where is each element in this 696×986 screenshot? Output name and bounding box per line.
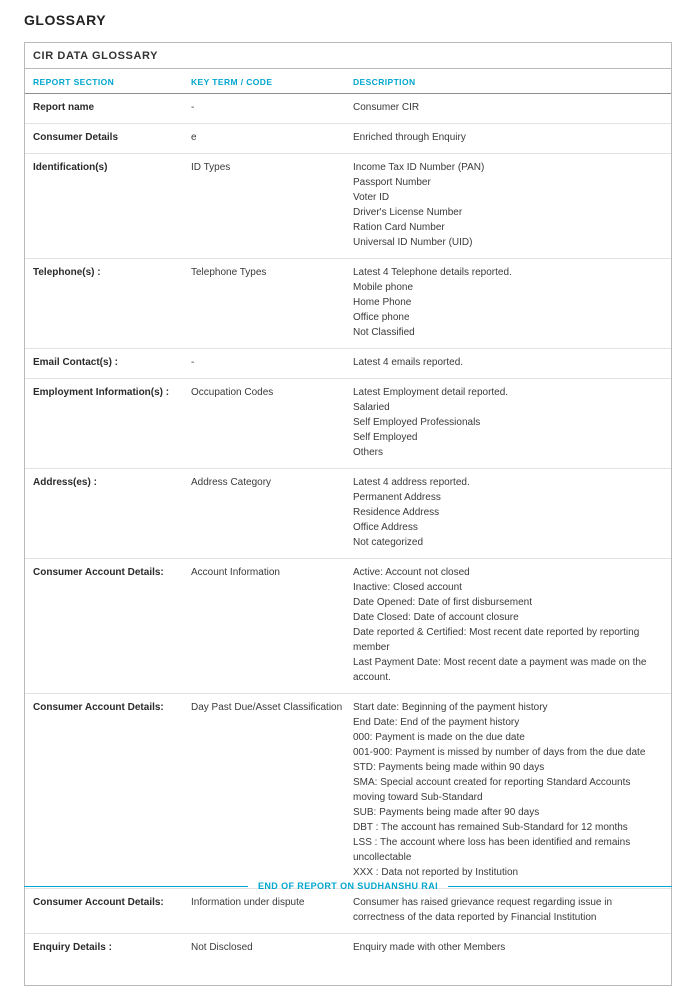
table-row [25,379,671,469]
description-line: Permanent Address [353,492,441,503]
report-section-cell: Consumer Account Details: [33,702,164,713]
description-line: Office Address [353,522,418,533]
key-term-cell: Account Information [191,567,280,578]
key-term-cell: Address Category [191,477,272,488]
description-line: Residence Address [353,507,440,518]
description-line: Passport Number [353,177,431,188]
description-line: Consumer CIR [353,102,420,113]
description-cell [353,265,663,340]
description-line: XXX : Data not reported by Institution [353,867,519,878]
description-line: SMA: Special account created for reporting Standard Accounts moving toward Sub-Standard [353,777,631,803]
description-line: Others [353,447,384,458]
table-row [25,889,671,934]
description-line: End Date: End of the payment history [353,717,520,728]
description-line: Start date: Beginning of the payment history [353,702,548,713]
table-row [25,934,671,963]
column-header-key-term: KEY TERM / CODE [191,77,273,87]
report-section-cell: Email Contact(s) : [33,357,119,368]
description-cell [353,475,663,550]
description-cell [353,130,663,145]
description-line: Ration Card Number [353,222,445,233]
description-line: Last Payment Date: Most recent date a payment was made on the account. [353,657,647,683]
report-section-cell: Address(es) : [33,477,97,488]
report-section-cell: Report name [33,102,95,113]
description-line: Voter ID [353,192,390,203]
description-line: Enquiry made with other Members [353,942,506,953]
description-cell [353,940,663,955]
description-cell [353,700,663,880]
description-line: Office phone [353,312,410,323]
report-section-cell: Consumer Account Details: [33,567,164,578]
description-line: Latest Employment detail reported. [353,387,509,398]
description-cell [353,160,663,250]
table-row [25,94,671,124]
report-section-cell: Identification(s) [33,162,108,173]
description-cell [353,385,663,460]
report-section-cell: Telephone(s) : [33,267,101,278]
table-title: CIR DATA GLOSSARY [25,43,671,69]
report-section-cell: Consumer Details [33,132,119,143]
description-line: Self Employed [353,432,418,443]
description-line: Home Phone [353,297,412,308]
table-row [25,349,671,379]
description-line: Active: Account not closed [353,567,470,578]
table-row [25,259,671,349]
table-row [25,694,671,889]
report-footer [24,881,672,891]
key-term-cell: Day Past Due/Asset Classification [191,702,343,713]
description-line: Not categorized [353,537,424,548]
description-line: Enriched through Enquiry [353,132,466,143]
description-line: Income Tax ID Number (PAN) [353,162,485,173]
description-line: Date Opened: Date of first disbursement [353,597,532,608]
description-line: STD: Payments being made within 90 days [353,762,545,773]
key-term-cell: - [191,102,195,113]
column-header-row [25,69,671,94]
report-section-cell: Employment Information(s) : [33,387,170,398]
description-line: 000: Payment is made on the due date [353,732,525,743]
glossary-table [24,42,672,986]
description-line: Inactive: Closed account [353,582,462,593]
description-line: 001-900: Payment is missed by number of days from the due date [353,747,646,758]
key-term-cell: ID Types [191,162,231,173]
description-line: Driver's License Number [353,207,463,218]
description-line: LSS : The account where loss has been identified and remains uncollectable [353,837,631,863]
description-line: SUB: Payments being made after 90 days [353,807,540,818]
description-line: Salaried [353,402,390,413]
key-term-cell: Not Disclosed [191,942,253,953]
table-row [25,559,671,694]
key-term-cell: Occupation Codes [191,387,274,398]
key-term-cell: Information under dispute [191,897,305,908]
report-section-cell: Enquiry Details : [33,942,112,953]
table-row [25,154,671,259]
footer-rule-left [24,886,248,887]
column-header-report-section: REPORT SECTION [33,77,115,87]
description-line: Consumer has raised grievance request regarding issue in correctness of the data reported by Financial Institution [353,897,613,923]
footer-text: END OF REPORT ON SUDHANSHU RAI [258,881,439,891]
description-line: Date Closed: Date of account closure [353,612,519,623]
description-line: Universal ID Number (UID) [353,237,473,248]
description-line: Self Employed Professionals [353,417,481,428]
key-term-cell: - [191,357,195,368]
description-cell [353,100,663,115]
description-line: Latest 4 address reported. [353,477,470,488]
description-line: Date reported & Certified: Most recent date reported by reporting member [353,627,640,653]
column-header-description: DESCRIPTION [353,77,416,87]
description-line: Latest 4 Telephone details reported. [353,267,512,278]
key-term-cell: e [191,132,197,143]
report-section-cell: Consumer Account Details: [33,897,164,908]
table-row [25,469,671,559]
table-body [25,94,671,985]
description-cell [353,895,663,925]
page-title: GLOSSARY [24,12,107,28]
description-line: Not Classified [353,327,415,338]
key-term-cell: Telephone Types [191,267,267,278]
description-line: Latest 4 emails reported. [353,357,464,368]
description-cell [353,565,663,685]
description-cell [353,355,663,370]
footer-rule-right [448,886,672,887]
table-row [25,124,671,154]
description-line: Mobile phone [353,282,414,293]
description-line: DBT : The account has remained Sub-Standard for 12 months [353,822,628,833]
